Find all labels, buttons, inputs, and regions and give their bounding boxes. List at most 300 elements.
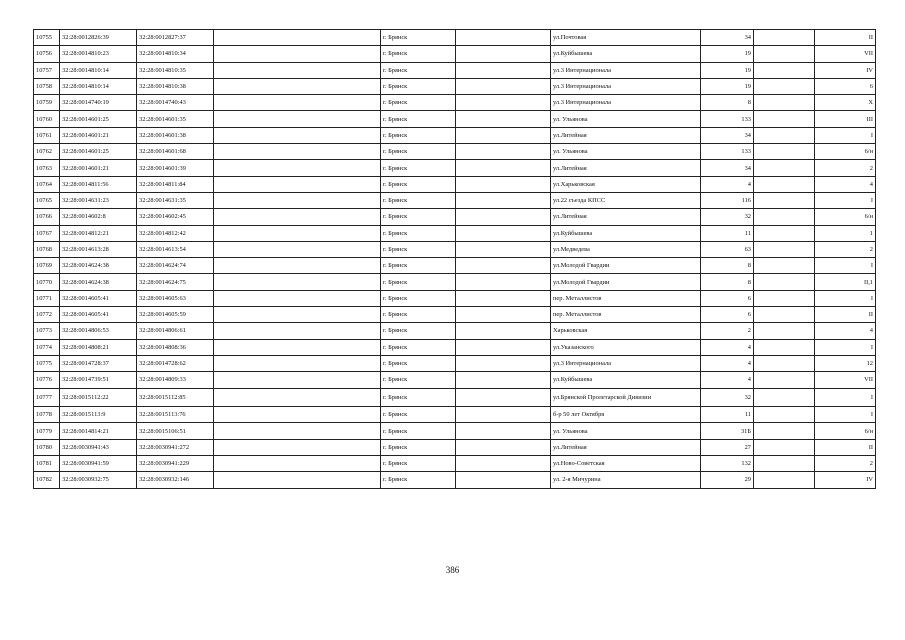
empty-cell: [456, 95, 551, 111]
premises-number-cell: I: [815, 258, 876, 274]
city-cell: г. Брянск: [381, 355, 456, 371]
row-number: 10758: [34, 78, 60, 94]
house-number-cell: 19: [701, 78, 754, 94]
street-cell: ул. Ульянова: [551, 144, 701, 160]
city-cell: г. Брянск: [381, 95, 456, 111]
house-number-cell: 19: [701, 46, 754, 62]
street-cell: ул.22 съезда КПСС: [551, 192, 701, 208]
street-cell: ул.Харьковская: [551, 176, 701, 192]
city-cell: г. Брянск: [381, 307, 456, 323]
city-cell: г. Брянск: [381, 62, 456, 78]
street-cell: ул.3 Интернационала: [551, 62, 701, 78]
city-cell: г. Брянск: [381, 30, 456, 46]
cadastral-number-object: 32:28:0014728:62: [137, 355, 214, 371]
city-cell: г. Брянск: [381, 78, 456, 94]
city-cell: г. Брянск: [381, 323, 456, 339]
house-number-cell: 4: [701, 176, 754, 192]
empty-cell: [214, 439, 381, 455]
house-number-cell: 32: [701, 209, 754, 225]
street-cell: ул.Куйбышева: [551, 225, 701, 241]
page-number: 386: [445, 565, 460, 575]
cadastral-number-object: 32:28:0030941:229: [137, 456, 214, 472]
house-number-cell: 6: [701, 307, 754, 323]
empty-cell: [214, 144, 381, 160]
premises-number-cell: II: [815, 307, 876, 323]
premises-number-cell: IV: [815, 472, 876, 488]
street-cell: ул. 2-я Мичурина: [551, 472, 701, 488]
street-cell: Харьковская: [551, 323, 701, 339]
table-row: [34, 241, 876, 257]
premises-number-cell: IV: [815, 62, 876, 78]
house-number-cell: 29: [701, 472, 754, 488]
row-number: 10759: [34, 95, 60, 111]
street-cell: б-р 50 лет Октября: [551, 407, 701, 423]
cadastral-number-parcel: 32:28:0014728:37: [60, 355, 137, 371]
empty-cell: [754, 176, 815, 192]
premises-number-cell: 6/н: [815, 209, 876, 225]
empty-cell: [456, 355, 551, 371]
empty-cell: [754, 355, 815, 371]
cadastral-number-object: 32:28:0014601:68: [137, 144, 214, 160]
cadastral-number-object: 32:28:0014602:45: [137, 209, 214, 225]
table-row: [34, 472, 876, 488]
city-cell: г. Брянск: [381, 372, 456, 388]
street-cell: ул.Литейная: [551, 127, 701, 143]
row-number: 10778: [34, 407, 60, 423]
city-cell: г. Брянск: [381, 46, 456, 62]
cadastral-number-parcel: 32:28:0014812:21: [60, 225, 137, 241]
street-cell: ул.3 Интернационала: [551, 95, 701, 111]
table-row: [34, 439, 876, 455]
cadastral-number-parcel: 32:28:0014631:23: [60, 192, 137, 208]
premises-number-cell: 6/н: [815, 144, 876, 160]
empty-cell: [214, 472, 381, 488]
cadastral-number-parcel: 32:28:0014739:51: [60, 372, 137, 388]
empty-cell: [214, 274, 381, 290]
premises-number-cell: II: [815, 439, 876, 455]
cadastral-number-object: 32:28:0014601:38: [137, 127, 214, 143]
empty-cell: [456, 225, 551, 241]
street-cell: ул.Литейная: [551, 439, 701, 455]
cadastral-number-object: 32:28:0014605:63: [137, 290, 214, 306]
house-number-cell: 116: [701, 192, 754, 208]
table-row: [34, 144, 876, 160]
row-number: 10776: [34, 372, 60, 388]
street-cell: пер. Металлистов: [551, 290, 701, 306]
city-cell: г. Брянск: [381, 339, 456, 355]
empty-cell: [214, 127, 381, 143]
empty-cell: [456, 323, 551, 339]
empty-cell: [754, 258, 815, 274]
premises-number-cell: I: [815, 192, 876, 208]
house-number-cell: 8: [701, 95, 754, 111]
row-number: 10780: [34, 439, 60, 455]
empty-cell: [754, 241, 815, 257]
cadastral-number-object: 32:28:0014605:59: [137, 307, 214, 323]
cadastral-number-parcel: 32:28:0014624:38: [60, 274, 137, 290]
city-cell: г. Брянск: [381, 176, 456, 192]
empty-cell: [214, 62, 381, 78]
cadastral-number-parcel: 32:28:0030932:75: [60, 472, 137, 488]
row-number: 10767: [34, 225, 60, 241]
empty-cell: [214, 78, 381, 94]
city-cell: г. Брянск: [381, 423, 456, 439]
premises-number-cell: X: [815, 95, 876, 111]
cadastral-number-object: 32:28:0014810:38: [137, 78, 214, 94]
table-row: [34, 78, 876, 94]
empty-cell: [754, 323, 815, 339]
row-number: 10781: [34, 456, 60, 472]
cadastral-number-object: 32:28:0014613:54: [137, 241, 214, 257]
cadastral-number-parcel: 32:28:0015112:22: [60, 388, 137, 407]
premises-number-cell: I: [815, 290, 876, 306]
city-cell: г. Брянск: [381, 111, 456, 127]
street-cell: пер. Металлистов: [551, 307, 701, 323]
street-cell: ул. Ульянова: [551, 111, 701, 127]
street-cell: ул.Указанского: [551, 339, 701, 355]
street-cell: ул. Ульянова: [551, 423, 701, 439]
cadastral-number-object: 32:28:0014810:35: [137, 62, 214, 78]
row-number: 10765: [34, 192, 60, 208]
cadastral-number-parcel: 32:28:0014605:41: [60, 290, 137, 306]
empty-cell: [456, 372, 551, 388]
cadastral-number-parcel: 32:28:0014601:21: [60, 127, 137, 143]
empty-cell: [456, 30, 551, 46]
empty-cell: [214, 192, 381, 208]
city-cell: г. Брянск: [381, 192, 456, 208]
cadastral-number-parcel: 32:28:0014602:8: [60, 209, 137, 225]
row-number: 10775: [34, 355, 60, 371]
table-row: [34, 407, 876, 423]
table-row: [34, 388, 876, 407]
cadastral-number-parcel: 32:28:0030941:59: [60, 456, 137, 472]
table-row: [34, 225, 876, 241]
street-cell: ул.Куйбышева: [551, 46, 701, 62]
empty-cell: [754, 30, 815, 46]
empty-cell: [456, 241, 551, 257]
empty-cell: [754, 339, 815, 355]
empty-cell: [456, 160, 551, 176]
table-row: [34, 339, 876, 355]
empty-cell: [456, 407, 551, 423]
row-number: 10755: [34, 30, 60, 46]
empty-cell: [214, 176, 381, 192]
empty-cell: [456, 456, 551, 472]
cadastral-number-object: 32:28:0014601:35: [137, 111, 214, 127]
empty-cell: [754, 192, 815, 208]
house-number-cell: 133: [701, 111, 754, 127]
row-number: 10774: [34, 339, 60, 355]
house-number-cell: 63: [701, 241, 754, 257]
row-number: 10760: [34, 111, 60, 127]
cadastral-number-parcel: 32:28:0014810:23: [60, 46, 137, 62]
cadastral-number-object: 32:28:0030932:146: [137, 472, 214, 488]
street-cell: ул.Ново-Советская: [551, 456, 701, 472]
cadastral-number-object: 32:28:0014812:42: [137, 225, 214, 241]
row-number: 10770: [34, 274, 60, 290]
table-row: [34, 30, 876, 46]
row-number: 10779: [34, 423, 60, 439]
empty-cell: [456, 78, 551, 94]
cadastral-number-parcel: 32:28:0012826:39: [60, 30, 137, 46]
row-number: 10782: [34, 472, 60, 488]
house-number-cell: 2: [701, 323, 754, 339]
empty-cell: [754, 111, 815, 127]
table-body: [34, 30, 876, 489]
house-number-cell: 19: [701, 62, 754, 78]
empty-cell: [456, 339, 551, 355]
table-row: [34, 355, 876, 371]
empty-cell: [754, 144, 815, 160]
row-number: 10763: [34, 160, 60, 176]
premises-number-cell: I: [815, 407, 876, 423]
empty-cell: [754, 78, 815, 94]
empty-cell: [214, 95, 381, 111]
cadastral-number-parcel: 32:28:0014601:25: [60, 144, 137, 160]
premises-number-cell: 2: [815, 241, 876, 257]
premises-number-cell: II,1: [815, 274, 876, 290]
empty-cell: [214, 355, 381, 371]
empty-cell: [214, 30, 381, 46]
table-row: [34, 323, 876, 339]
table-row: [34, 290, 876, 306]
empty-cell: [214, 307, 381, 323]
row-number: 10769: [34, 258, 60, 274]
row-number: 10766: [34, 209, 60, 225]
city-cell: г. Брянск: [381, 472, 456, 488]
row-number: 10762: [34, 144, 60, 160]
empty-cell: [214, 407, 381, 423]
table-row: [34, 209, 876, 225]
table-row: [34, 62, 876, 78]
cadastral-number-parcel: 32:28:0014740:19: [60, 95, 137, 111]
cadastral-number-object: 32:28:0014810:34: [137, 46, 214, 62]
city-cell: г. Брянск: [381, 439, 456, 455]
house-number-cell: 4: [701, 372, 754, 388]
empty-cell: [214, 423, 381, 439]
table-row: [34, 307, 876, 323]
house-number-cell: 132: [701, 456, 754, 472]
empty-cell: [214, 209, 381, 225]
house-number-cell: 8: [701, 274, 754, 290]
empty-cell: [214, 241, 381, 257]
table-row: [34, 423, 876, 439]
table-row: [34, 192, 876, 208]
cadastral-number-parcel: 32:28:0014806:53: [60, 323, 137, 339]
street-cell: ул.Литейная: [551, 160, 701, 176]
premises-number-cell: III: [815, 111, 876, 127]
empty-cell: [754, 209, 815, 225]
premises-number-cell: I: [815, 339, 876, 355]
house-number-cell: 4: [701, 355, 754, 371]
cadastral-number-object: 32:28:0014808:36: [137, 339, 214, 355]
row-number: 10771: [34, 290, 60, 306]
city-cell: г. Брянск: [381, 209, 456, 225]
empty-cell: [754, 46, 815, 62]
empty-cell: [754, 472, 815, 488]
empty-cell: [214, 339, 381, 355]
empty-cell: [754, 62, 815, 78]
cadastral-number-object: 32:28:0014624:74: [137, 258, 214, 274]
city-cell: г. Брянск: [381, 160, 456, 176]
cadastral-number-object: 32:28:0014806:61: [137, 323, 214, 339]
row-number: 10764: [34, 176, 60, 192]
empty-cell: [214, 258, 381, 274]
street-cell: ул.Молодой Гвардии: [551, 258, 701, 274]
table-row: [34, 111, 876, 127]
city-cell: г. Брянск: [381, 274, 456, 290]
registry-table: [33, 29, 876, 489]
empty-cell: [456, 388, 551, 407]
empty-cell: [214, 290, 381, 306]
cadastral-number-parcel: 32:28:0014601:25: [60, 111, 137, 127]
premises-number-cell: I: [815, 388, 876, 407]
premises-number-cell: 6: [815, 78, 876, 94]
empty-cell: [214, 323, 381, 339]
cadastral-number-parcel: 32:28:0014601:21: [60, 160, 137, 176]
empty-cell: [754, 225, 815, 241]
empty-cell: [456, 192, 551, 208]
street-cell: ул.3 Интернационала: [551, 78, 701, 94]
city-cell: г. Брянск: [381, 127, 456, 143]
empty-cell: [214, 372, 381, 388]
cadastral-number-object: 32:28:0014809:33: [137, 372, 214, 388]
cadastral-number-object: 32:28:0014601:39: [137, 160, 214, 176]
city-cell: г. Брянск: [381, 258, 456, 274]
house-number-cell: 4: [701, 339, 754, 355]
cadastral-number-object: 32:28:0012827:37: [137, 30, 214, 46]
empty-cell: [754, 388, 815, 407]
table-row: [34, 274, 876, 290]
row-number: 10756: [34, 46, 60, 62]
table-row: [34, 176, 876, 192]
premises-number-cell: 1: [815, 225, 876, 241]
empty-cell: [214, 46, 381, 62]
row-number: 10768: [34, 241, 60, 257]
empty-cell: [456, 46, 551, 62]
street-cell: ул.Медведева: [551, 241, 701, 257]
premises-number-cell: 2: [815, 456, 876, 472]
cadastral-number-object: 32:28:0014811:84: [137, 176, 214, 192]
city-cell: г. Брянск: [381, 241, 456, 257]
premises-number-cell: II: [815, 30, 876, 46]
empty-cell: [456, 144, 551, 160]
street-cell: ул.Куйбышева: [551, 372, 701, 388]
street-cell: ул.Почтовая: [551, 30, 701, 46]
cadastral-number-parcel: 32:28:0014605:41: [60, 307, 137, 323]
premises-number-cell: 12: [815, 355, 876, 371]
street-cell: ул.Молодой Гвардии: [551, 274, 701, 290]
empty-cell: [214, 388, 381, 407]
row-number: 10757: [34, 62, 60, 78]
cadastral-number-object: 32:28:0014624:75: [137, 274, 214, 290]
house-number-cell: 34: [701, 30, 754, 46]
house-number-cell: 6: [701, 290, 754, 306]
empty-cell: [754, 290, 815, 306]
street-cell: ул.3 Интернационала: [551, 355, 701, 371]
cadastral-number-object: 32:28:0014740:43: [137, 95, 214, 111]
cadastral-number-parcel: 32:28:0014808:21: [60, 339, 137, 355]
empty-cell: [456, 176, 551, 192]
empty-cell: [754, 372, 815, 388]
empty-cell: [456, 258, 551, 274]
row-number: 10761: [34, 127, 60, 143]
house-number-cell: 34: [701, 127, 754, 143]
table-row: [34, 95, 876, 111]
empty-cell: [754, 274, 815, 290]
cadastral-number-object: 32:28:0014631:35: [137, 192, 214, 208]
empty-cell: [214, 111, 381, 127]
house-number-cell: 32: [701, 388, 754, 407]
house-number-cell: 27: [701, 439, 754, 455]
house-number-cell: 34: [701, 160, 754, 176]
empty-cell: [214, 160, 381, 176]
premises-number-cell: VII: [815, 372, 876, 388]
house-number-cell: 8: [701, 258, 754, 274]
cadastral-number-object: 32:28:0015113:76: [137, 407, 214, 423]
empty-cell: [754, 456, 815, 472]
cadastral-number-parcel: 32:28:0014811:56: [60, 176, 137, 192]
premises-number-cell: 4: [815, 323, 876, 339]
city-cell: г. Брянск: [381, 388, 456, 407]
cadastral-number-object: 32:28:0015106:51: [137, 423, 214, 439]
row-number: 10777: [34, 388, 60, 407]
empty-cell: [456, 111, 551, 127]
premises-number-cell: VII: [815, 46, 876, 62]
cadastral-number-parcel: 32:28:0014810:14: [60, 78, 137, 94]
city-cell: г. Брянск: [381, 456, 456, 472]
empty-cell: [456, 472, 551, 488]
house-number-cell: 31Б: [701, 423, 754, 439]
cadastral-number-parcel: 32:28:0014613:28: [60, 241, 137, 257]
premises-number-cell: 2: [815, 160, 876, 176]
premises-number-cell: I: [815, 127, 876, 143]
empty-cell: [754, 307, 815, 323]
house-number-cell: 11: [701, 407, 754, 423]
row-number: 10773: [34, 323, 60, 339]
empty-cell: [214, 225, 381, 241]
empty-cell: [754, 160, 815, 176]
empty-cell: [456, 439, 551, 455]
table-row: [34, 127, 876, 143]
empty-cell: [754, 127, 815, 143]
empty-cell: [456, 274, 551, 290]
premises-number-cell: 4: [815, 176, 876, 192]
table-row: [34, 372, 876, 388]
row-number: 10772: [34, 307, 60, 323]
empty-cell: [754, 407, 815, 423]
cadastral-number-parcel: 32:28:0030941:43: [60, 439, 137, 455]
cadastral-number-object: 32:28:0015112:85: [137, 388, 214, 407]
cadastral-number-parcel: 32:28:0015113:9: [60, 407, 137, 423]
street-cell: ул.Брянской Пролетарской Дивизии: [551, 388, 701, 407]
house-number-cell: 11: [701, 225, 754, 241]
table-row: [34, 456, 876, 472]
empty-cell: [456, 127, 551, 143]
house-number-cell: 133: [701, 144, 754, 160]
city-cell: г. Брянск: [381, 290, 456, 306]
empty-cell: [214, 456, 381, 472]
cadastral-number-object: 32:28:0030941:272: [137, 439, 214, 455]
empty-cell: [754, 95, 815, 111]
table-row: [34, 258, 876, 274]
empty-cell: [754, 423, 815, 439]
cadastral-number-parcel: 32:28:0014814:21: [60, 423, 137, 439]
city-cell: г. Брянск: [381, 407, 456, 423]
cadastral-number-parcel: 32:28:0014810:14: [60, 62, 137, 78]
table-row: [34, 160, 876, 176]
empty-cell: [456, 62, 551, 78]
